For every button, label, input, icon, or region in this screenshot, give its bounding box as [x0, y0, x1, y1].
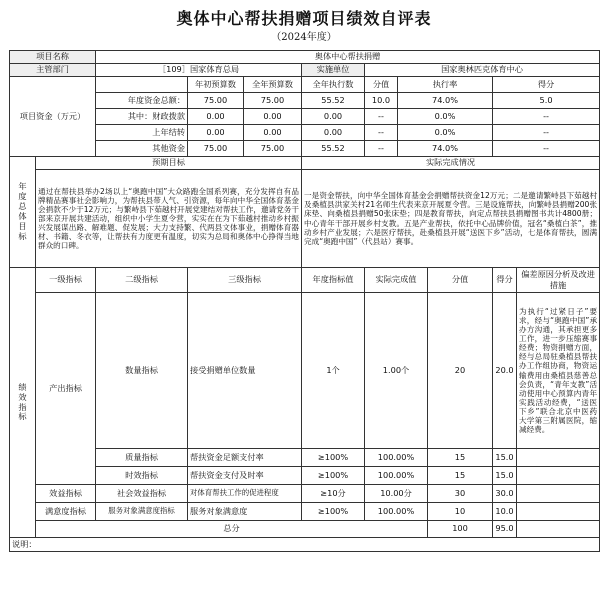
project-name-label: 项目名称	[10, 51, 96, 64]
evaluation-table	[9, 50, 600, 552]
expected-goal-text: 通过在帮扶县举办2场以上“奥跑中国”大众路跑全国系列赛，充分发挥自有品牌精品赛事社会影响力，为帮扶县带人气、引资源，每年向中华全国体育基金会捐款不少于12万元；与繁峙县下茹越村开展党建结对帮扶工作，邀请党务干部来京开展共建活动，组织中小学生夏令营，实实在在为下茹越村推动乡村振兴发展谋出路、解难题、促发展；大力支持繁、代两县文体事业，捐赠体育器材、书籍、冬衣等，让帮扶有力度更有温度，切实为总局和奥体中心挣得当地群众的口碑。	[36, 170, 302, 268]
funds-header-initial: 年初预算数	[188, 77, 244, 93]
indicators-label: 绩效指标	[10, 268, 36, 538]
dept-label: 主管部门	[10, 64, 96, 77]
indicator-header-points: 分值	[428, 268, 493, 293]
table-row: 效益指标 社会效益指标 对体育帮扶工作的促进程度 ≥10分 10.00分 30 30.0	[10, 485, 600, 503]
goals-label: 年度总体目标	[10, 157, 36, 268]
indicator-header-level3: 三级指标	[188, 268, 302, 293]
funds-header-score: 得分	[493, 77, 600, 93]
funds-header-annual: 全年预算数	[244, 77, 302, 93]
unit-value: 国家奥林匹克体育中心	[365, 64, 600, 77]
expected-goal-header: 预期目标	[36, 157, 302, 170]
table-row: 满意度指标 服务对象满意度指标 服务对象满意度 ≥100% 100.00% 10 10.0	[10, 503, 600, 521]
note-label: 说明：	[10, 538, 600, 552]
actual-result-header: 实际完成情况	[302, 157, 600, 170]
project-name-value: 奥体中心帮扶捐赠	[96, 51, 600, 64]
table-row: 时效指标 帮扶资金支付及时率 ≥100% 100.00% 15 15.0	[10, 467, 600, 485]
output-indicator-label: 产出指标	[36, 293, 96, 485]
form-subtitle: （2024年度）	[271, 32, 337, 43]
funds-row: 其中：财政拨款 0.00 0.00 0.00 -- 0.0% --	[10, 109, 600, 125]
table-row: 产出指标 数量指标 接受捐赠单位数量 1个 1.00个 20 20.0 为执行“过紧日子”要求，经与“奥跑中国”承办方沟通，其承担更多工作，进一步压缩赛事经费；物资捐赠方面，经与总局驻桑植县帮扶办工作组协商，物资运输费用由桑植县慈善总会负责，“青年支教”活动使用中心预算内青年实践活动经费，“送医下乡”联合北京中医药大学第三附属医院，缩减经费。	[10, 293, 600, 449]
funds-header-rate: 执行率	[398, 77, 493, 93]
funds-label: 项目资金（万元）	[10, 77, 96, 157]
total-score: 95.0	[493, 521, 517, 538]
total-row	[10, 521, 600, 538]
form-title: 奥体中心帮扶捐赠项目绩效自评表	[176, 9, 432, 28]
deviation-remark: 为执行“过紧日子”要求，经与“奥跑中国”承办方沟通，其承担更多工作，进一步压缩赛事经费；物资捐赠方面，经与总局驻桑植县帮扶办工作组协商，物资运输费用由桑植县慈善总会负责，“青年支教”活动使用中心预算内青年实践活动经费，“送医下乡”联合北京中医药大学第三附属医院，缩减经费。	[517, 293, 600, 449]
total-label: 总分	[36, 521, 428, 538]
indicator-header-remark: 偏差原因分析及改进措施	[517, 268, 600, 293]
indicator-header-target: 年度指标值	[302, 268, 365, 293]
funds-row: 上年结转 0.00 0.00 0.00 -- 0.0% --	[10, 125, 600, 141]
indicator-header-level2: 二级指标	[96, 268, 188, 293]
indicator-header-actual: 实际完成值	[365, 268, 428, 293]
funds-header-points: 分值	[365, 77, 398, 93]
funds-header-executed: 全年执行数	[302, 77, 365, 93]
table-row: 质量指标 帮扶资金足额支付率 ≥100% 100.00% 15 15.0	[10, 449, 600, 467]
unit-label: 实施单位	[302, 64, 365, 77]
funds-row: 其他资金 75.00 75.00 55.52 -- 74.0% --	[10, 141, 600, 157]
actual-result-text: 一是资金帮扶，向中华全国体育基金会捐赠帮扶资金12万元；二是邀请繁峙县下茹越村及桑植县洪家关村21名师生代表来京开展夏令营。三是设施帮扶，向繁峙县捐赠200张床垫、向桑植县捐赠50张床垫；四是教育帮扶，向定点帮扶县捐赠图书共计4800册；中心青年干部开展乡村支教。五是产业帮扶，依托中心品牌价值，冠名“桑植白茶”，推动乡村产业发展；六是医疗帮扶，赴桑植县开展“送医下乡”活动，七是体育帮扶，圆满完成“奥跑中国”（代县站）赛事。	[302, 170, 600, 268]
funds-row: 年度资金总额： 75.00 75.00 55.52 10.0 74.0% 5.0	[10, 93, 600, 109]
dept-value: ［109］国家体育总局	[96, 64, 302, 77]
total-points: 100	[428, 521, 493, 538]
indicator-header-score: 得分	[493, 268, 517, 293]
indicator-header-level1: 一级指标	[36, 268, 96, 293]
